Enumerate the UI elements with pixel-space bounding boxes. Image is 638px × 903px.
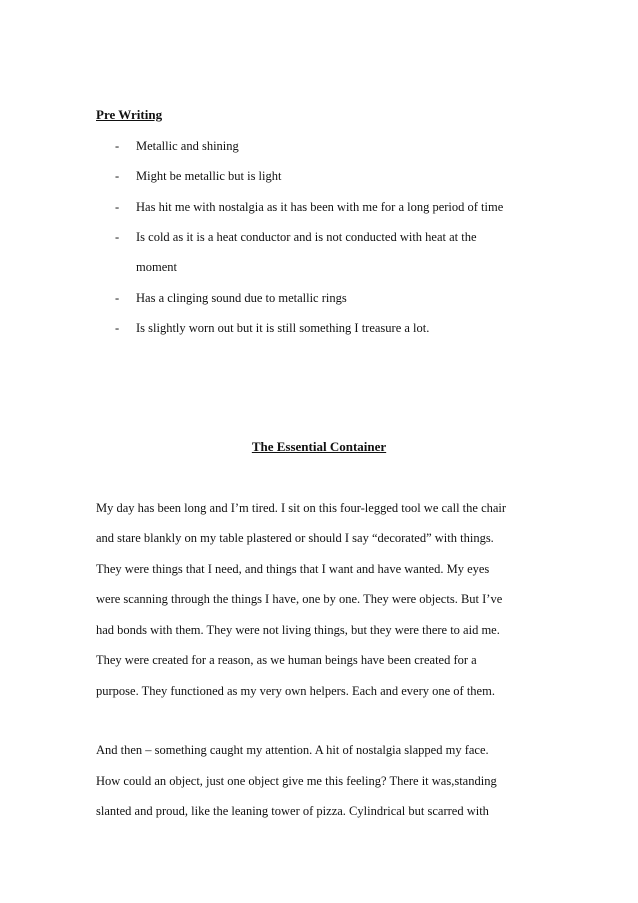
paragraph-line: slanted and proud, like the leaning tower of pizza. Cylindrical but scarred with <box>96 804 489 818</box>
paragraph-line: How could an object, just one object give me this feeling? There it was,standing <box>96 774 497 788</box>
paragraph-line: And then – something caught my attention. A hit of nostalgia slapped my face. <box>96 743 489 757</box>
bullet-text-continuation: moment <box>136 260 177 274</box>
bullet-dash: - <box>115 321 120 335</box>
bullet-dash: - <box>115 230 120 244</box>
paragraph-line: My day has been long and I’m tired. I sit on this four-legged tool we call the chair <box>96 501 507 515</box>
bullet-text: Is cold as it is a heat conductor and is not conducted with heat at the <box>136 230 477 244</box>
essay-title-text: The Essential Container <box>251 439 387 454</box>
bullet-text: Might be metallic but is light <box>136 169 282 183</box>
bullet-dash: - <box>115 291 120 305</box>
bullet-dash: - <box>115 169 120 183</box>
prewriting-heading: Pre Writing <box>96 107 163 122</box>
bullet-text: Has a clinging sound due to metallic rings <box>136 291 347 305</box>
paragraph-line: and stare blankly on my table plastered or should I say “decorated” with things. <box>96 531 494 545</box>
paragraph-line: purpose. They functioned as my very own helpers. Each and every one of them. <box>96 684 495 698</box>
paragraph-line: They were created for a reason, as we human beings have been created for a <box>96 653 477 667</box>
essay-title <box>0 438 638 456</box>
paragraph-line: They were things that I need, and things that I want and have wanted. My eyes <box>96 562 490 576</box>
bullet-text: Metallic and shining <box>136 139 239 153</box>
bullet-dash: - <box>115 200 120 214</box>
paragraph-line: were scanning through the things I have, one by one. They were objects. But I’ve <box>96 592 503 606</box>
paragraph-line: had bonds with them. They were not living things, but they were there to aid me. <box>96 623 500 637</box>
bullet-dash: - <box>115 139 120 153</box>
bullet-text: Has hit me with nostalgia as it has been with me for a long period of time <box>136 200 504 214</box>
bullet-text: Is slightly worn out but it is still something I treasure a lot. <box>136 321 430 335</box>
